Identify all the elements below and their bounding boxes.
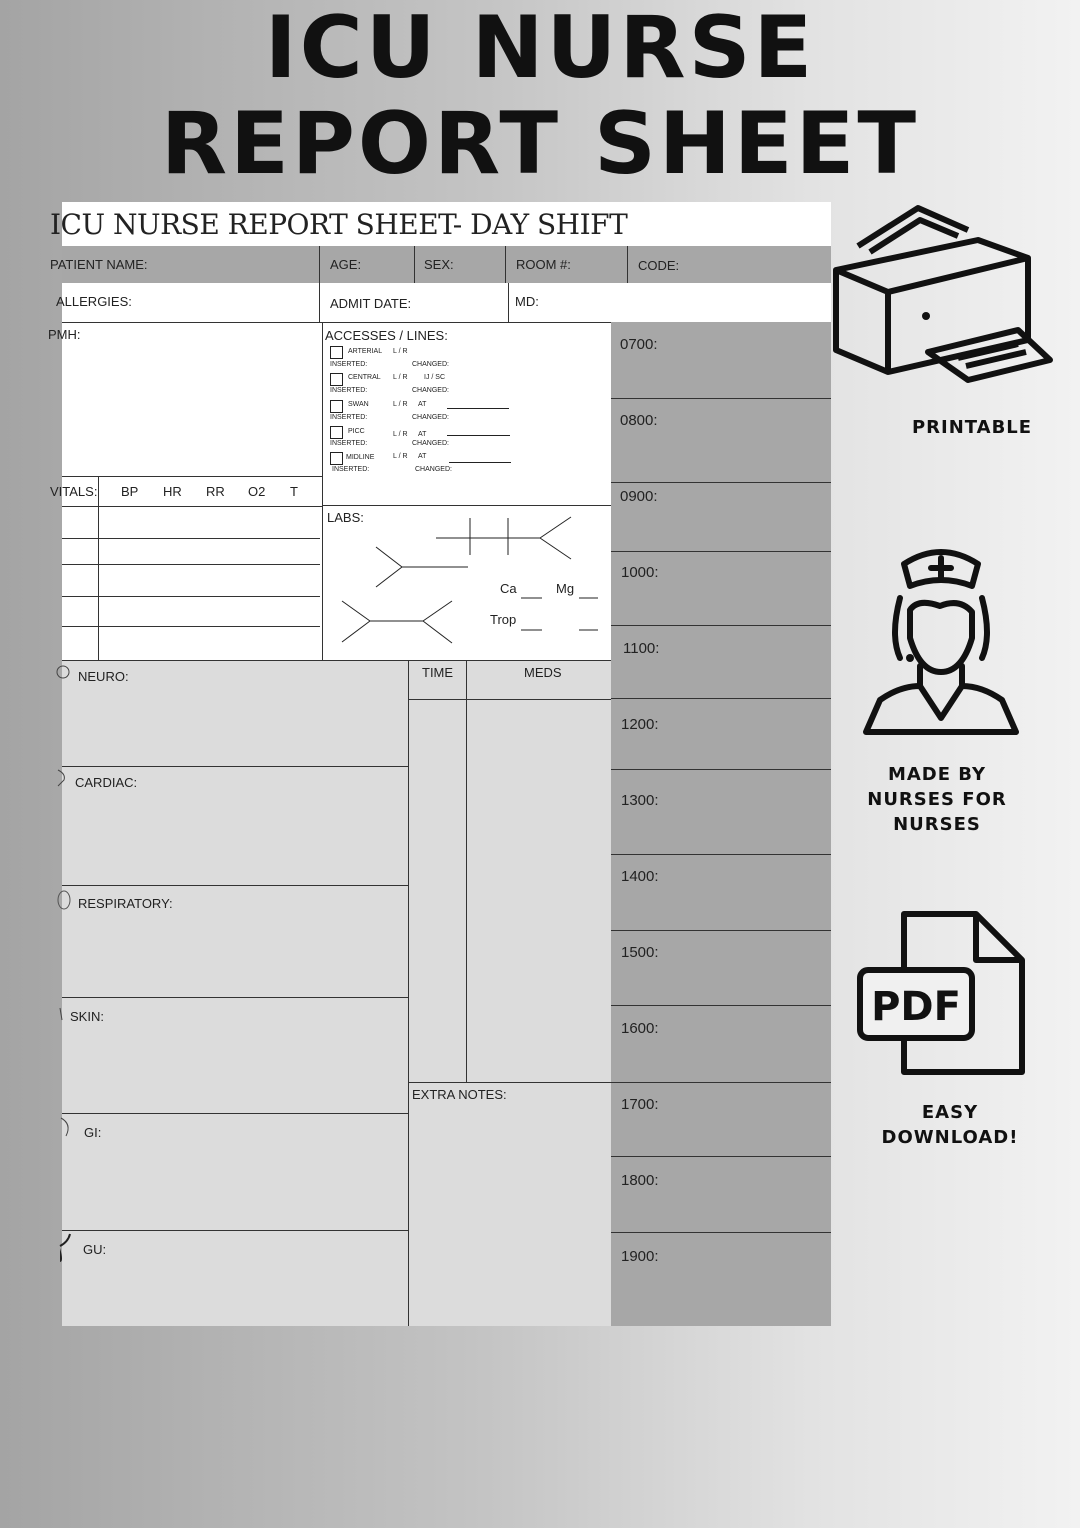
checkbox-swan[interactable] <box>330 400 343 413</box>
admit-date-label: ADMIT DATE: <box>330 296 412 311</box>
cardiac-label: CARDIAC: <box>75 775 138 790</box>
skin-label: SKIN: <box>70 1009 104 1024</box>
easy-download-label: EASY DOWNLOAD! <box>881 1102 1019 1148</box>
room-label: ROOM #: <box>516 257 571 272</box>
line-name-swan: SWAN <box>348 401 369 408</box>
systems-area <box>62 660 611 1326</box>
changed-midline: CHANGED: <box>415 466 452 473</box>
inserted-picc: INSERTED: <box>330 440 368 447</box>
pdf-file-icon <box>856 908 1028 1078</box>
time-0800: 0800: <box>620 412 658 429</box>
lab-mg: Mg <box>556 581 575 596</box>
time-1300: 1300: <box>621 792 659 809</box>
sex-label: SEX: <box>424 257 454 272</box>
vitals-col-rr: RR <box>206 484 225 499</box>
line-side-central: L / R <box>393 374 408 381</box>
code-label: CODE: <box>638 258 680 273</box>
vitals-col-t: T <box>290 484 298 499</box>
checkbox-midline[interactable] <box>330 452 343 465</box>
heart-icon <box>56 768 72 788</box>
changed-arterial: CHANGED: <box>412 361 449 368</box>
printer-icon <box>828 200 1058 385</box>
hero-title-line2: REPORT SHEET <box>160 94 920 194</box>
vitals-col-o2: O2 <box>248 484 266 499</box>
line-extra-picc: AT <box>418 431 427 438</box>
age-label: AGE: <box>330 257 362 272</box>
line-side-picc: L / R <box>393 431 408 438</box>
changed-central: CHANGED: <box>412 387 449 394</box>
hero-title-line1: ICU NURSE <box>264 0 816 98</box>
vitals-col-hr: HR <box>163 484 182 499</box>
svg-text:PDF: PDF <box>871 984 961 1030</box>
neuro-label: NEURO: <box>78 669 129 684</box>
line-extra-midline: AT <box>418 453 427 460</box>
sheet-title: ICU NURSE REPORT SHEET- DAY SHIFT <box>50 208 628 241</box>
time-0700: 0700: <box>620 336 658 353</box>
labs-title: LABS: <box>327 510 364 525</box>
time-1600: 1600: <box>621 1020 659 1037</box>
line-name-picc: PICC <box>348 428 365 435</box>
inserted-midline: INSERTED: <box>332 466 370 473</box>
extra-notes-label: EXTRA NOTES: <box>412 1087 507 1102</box>
time-1900: 1900: <box>621 1248 659 1265</box>
time-1200: 1200: <box>621 716 659 733</box>
changed-swan: CHANGED: <box>412 414 449 421</box>
time-1000: 1000: <box>621 564 659 581</box>
made-by-nurses-label: MADE BY NURSES FOR NURSES <box>867 764 1007 835</box>
line-side-swan: L / R <box>393 401 408 408</box>
meds-time-header: TIME <box>422 665 454 680</box>
inserted-arterial: INSERTED: <box>330 361 368 368</box>
lab-trop: Trop <box>490 612 517 627</box>
checkbox-arterial[interactable] <box>330 346 343 359</box>
lungs-icon <box>58 890 74 910</box>
gu-label: GU: <box>83 1242 107 1257</box>
line-extra-swan: AT <box>418 401 427 408</box>
inserted-swan: INSERTED: <box>330 414 368 421</box>
time-1400: 1400: <box>621 868 659 885</box>
lab-ca: Ca <box>500 581 517 596</box>
patient-name-label: PATIENT NAME: <box>50 257 148 272</box>
time-1700: 1700: <box>621 1096 659 1113</box>
time-0900: 0900: <box>620 488 658 505</box>
time-1100: 1100: <box>623 640 660 657</box>
report-sheet <box>48 202 831 1326</box>
accesses-title: ACCESSES / LINES: <box>325 328 448 343</box>
time-1800: 1800: <box>621 1172 659 1189</box>
checkbox-central[interactable] <box>330 373 343 386</box>
pmh-label: PMH: <box>48 327 81 342</box>
stomach-icon <box>58 1116 74 1138</box>
changed-picc: CHANGED: <box>412 440 449 447</box>
line-name-arterial: ARTERIAL <box>348 348 383 355</box>
line-name-midline: MIDLINE <box>346 454 375 461</box>
meds-header: MEDS <box>524 665 562 680</box>
checkbox-picc[interactable] <box>330 426 343 439</box>
md-label: MD: <box>515 294 539 309</box>
printable-label: PRINTABLE <box>911 417 1033 438</box>
gi-label: GI: <box>84 1125 102 1140</box>
respiratory-label: RESPIRATORY: <box>78 896 173 911</box>
nurse-icon <box>860 540 1022 738</box>
vitals-label: VITALS: <box>50 484 98 499</box>
line-extra-central: IJ / SC <box>424 374 446 381</box>
kidney-icon <box>58 1232 74 1262</box>
inserted-central: INSERTED: <box>330 387 368 394</box>
brain-icon <box>58 664 72 680</box>
allergies-label: ALLERGIES: <box>56 294 132 309</box>
vitals-col-bp: BP <box>121 484 139 499</box>
skin-icon <box>58 1006 66 1022</box>
line-side-arterial: L / R <box>393 348 408 355</box>
time-1500: 1500: <box>621 944 659 961</box>
line-side-midline: L / R <box>393 453 408 460</box>
line-name-central: CENTRAL <box>348 374 381 381</box>
